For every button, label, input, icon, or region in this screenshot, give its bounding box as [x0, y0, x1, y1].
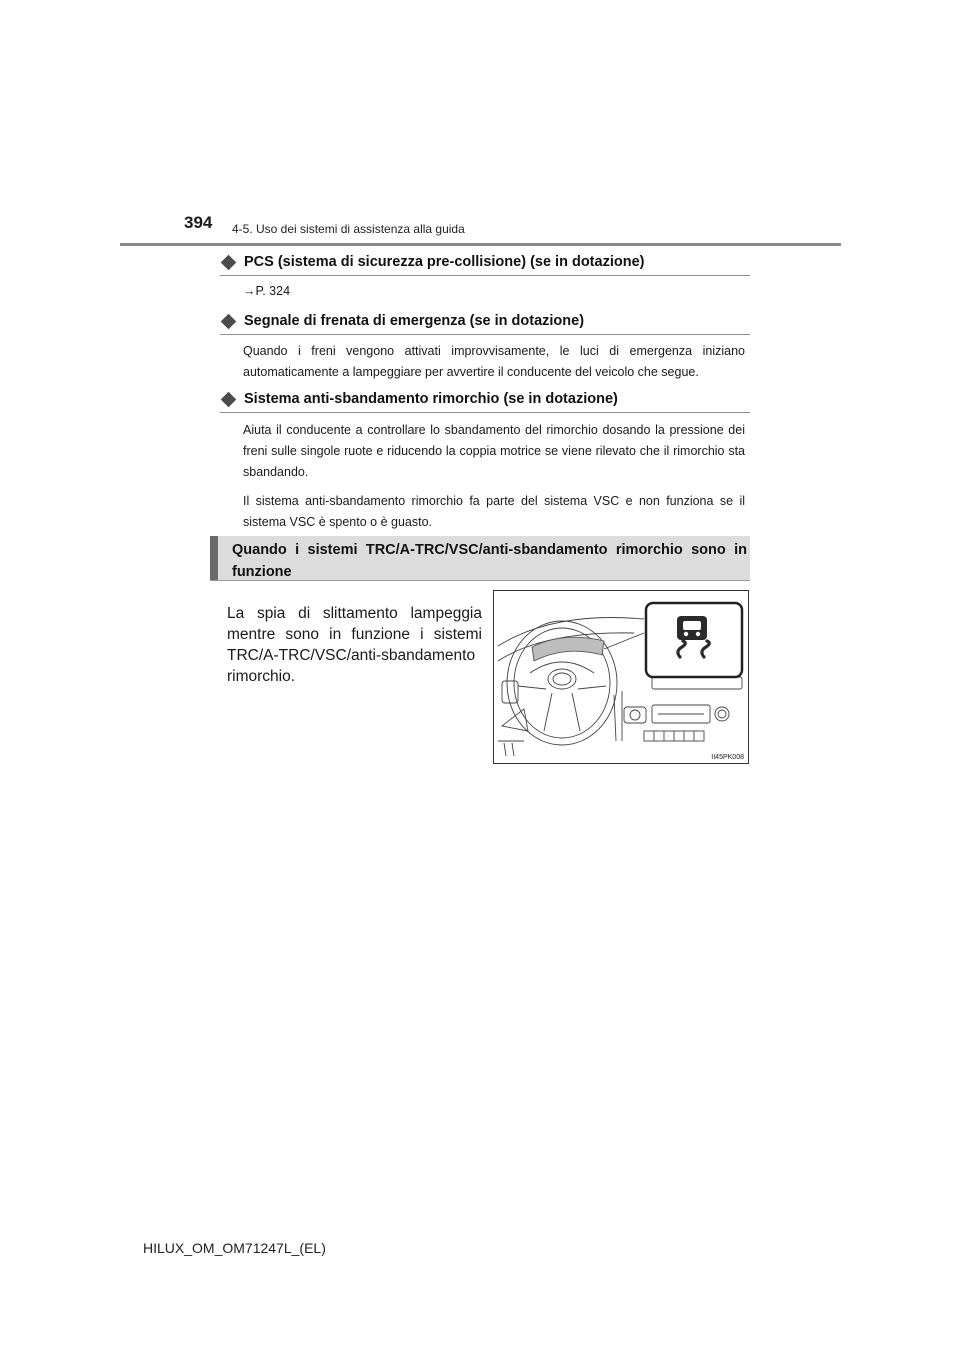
operation-line-4: rimorchio.	[227, 668, 296, 685]
pcs-subheading	[220, 254, 750, 276]
trailer-sway-subheading	[220, 391, 750, 413]
trailer-sway-title: Sistema anti-sbandamento rimorchio (se in dotazione)	[244, 391, 618, 407]
emergency-brake-title: Segnale di frenata di emergenza (se in dotazione)	[244, 313, 585, 329]
diamond-bullet-icon	[221, 391, 237, 407]
pcs-title: PCS (sistema di sicurezza pre-collisione) (se in dotazione)	[244, 254, 645, 270]
operation-line-2: mentre sono in funzione i sistemi	[227, 626, 482, 643]
trailer-sway-paragraph-2: Il sistema anti-sbandamento rimorchio fa parte del sistema VSC e non funziona se il sistema VSC è spento o è guasto.	[243, 494, 745, 529]
operation-line-3: TRC/A-TRC/VSC/anti-sbandamento	[227, 647, 476, 664]
trailer-sway-paragraph-1: Aiuta il conducente a controllare lo sbandamento del rimorchio dosando la pressione dei freni sulle singole ruote e riducendo la coppia motrice se viene rilevato che il rimorchio sta sbandando.	[243, 423, 745, 479]
pcs-page-reference: →P. 324	[243, 284, 291, 298]
dashboard-drawing	[494, 591, 749, 764]
dashboard-illustration	[493, 590, 749, 764]
operation-description	[227, 603, 482, 687]
running-head: 4-5. Uso dei sistemi di assistenza alla guida	[232, 222, 465, 236]
operation-line-1: La spia di slittamento lampeggia	[227, 605, 482, 622]
figure-code: II45PK008	[711, 754, 744, 761]
footer-model-code: HILUX_OM_OM71247L_(EL)	[143, 1240, 326, 1256]
page-number: 394	[184, 213, 213, 232]
diamond-bullet-icon	[221, 254, 237, 270]
emergency-brake-body	[243, 341, 745, 391]
header-divider	[120, 243, 841, 246]
diamond-bullet-icon	[221, 313, 237, 329]
section-divider	[210, 580, 750, 581]
operation-section-title: Quando i sistemi TRC/A-TRC/VSC/anti-sbandamento rimorchio sono in funzione	[232, 542, 747, 580]
operation-section-header	[210, 536, 750, 581]
emergency-brake-subheading	[220, 313, 750, 335]
emergency-brake-paragraph: Quando i freni vengono attivati improvvisamente, le luci di emergenza iniziano automaticamente a lampeggiare per avvertire il conducente del veicolo che segue.	[243, 344, 745, 379]
trailer-sway-body	[243, 420, 745, 541]
